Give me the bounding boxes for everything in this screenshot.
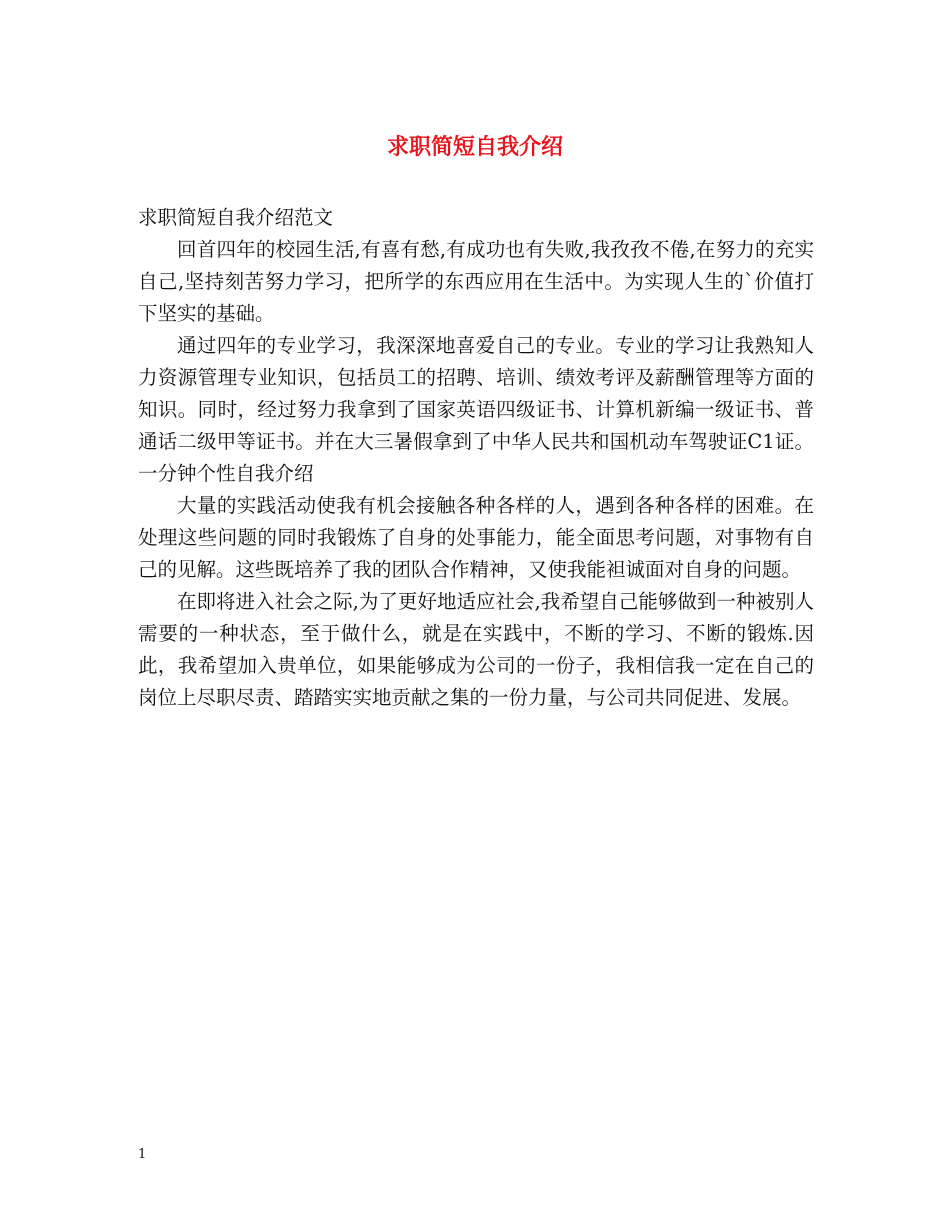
document-subtitle: 求职简短自我介绍范文 xyxy=(138,206,334,229)
body-paragraph-2: 通过四年的专业学习，我深深地喜爱自己的专业。专业的学习让我熟知人力资源管理专业知识，包括员工的招聘、培训、绩效考评及薪酬管理等方面的知识。同时，经过努力我拿到了国家英语四级证书、计算机新编一级证书、普通话二级甲等证书。并在大三暑假拿到了中华人民共和国机动车驾驶证C1证。一分钟个性自我介绍 xyxy=(138,334,814,485)
document-body xyxy=(138,202,814,714)
body-paragraph-1: 回首四年的校园生活,有喜有愁,有成功也有失败,我孜孜不倦,在努力的充实自己,坚持刻苦努力学习，把所学的东西应用在生活中。为实现人生的`价值打下坚实的基础。 xyxy=(138,238,814,325)
body-paragraph-4: 在即将进入社会之际,为了更好地适应社会,我希望自己能够做到一种被别人需要的一种状态，至于做什么，就是在实践中，不断的学习、不断的锻炼.因此，我希望加入贵单位，如果能够成为公司的一份子，我相信我一定在自己的岗位上尽职尽责、踏踏实实地贡献之集的一份力量，与公司共同促进、发展。 xyxy=(138,590,814,709)
body-paragraph-3: 大量的实践活动使我有机会接触各种各样的人，遇到各种各样的困难。在处理这些问题的同时我锻炼了自身的处事能力，能全面思考问题，对事物有自己的见解。这些既培养了我的团队合作精神，又使我能袒诚面对自身的问题。 xyxy=(138,494,814,581)
page-number: 1 xyxy=(138,1147,147,1162)
document-title: 求职简短自我介绍 xyxy=(386,134,563,160)
